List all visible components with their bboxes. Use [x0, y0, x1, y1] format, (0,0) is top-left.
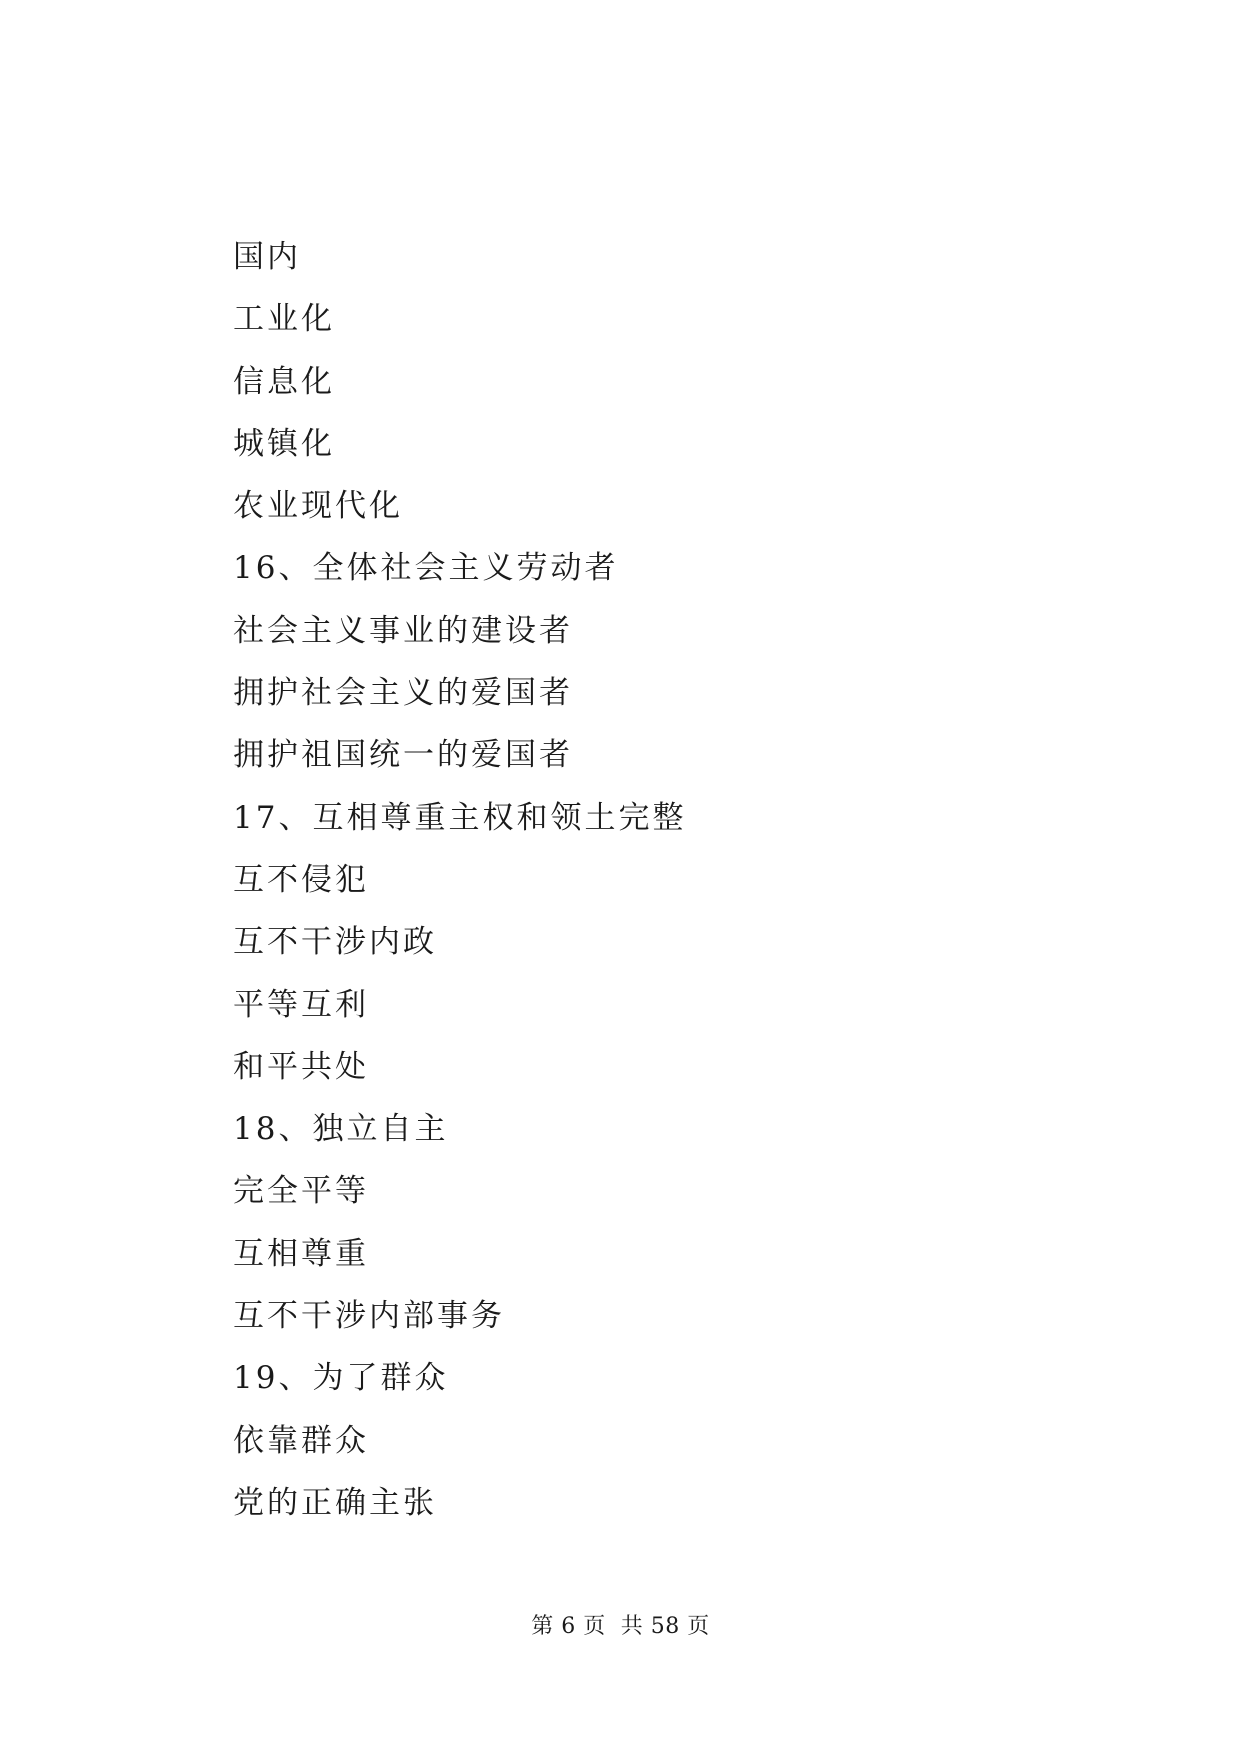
text-line: 互不干涉内政: [233, 924, 437, 961]
text-line: 互不干涉内部事务: [233, 1298, 505, 1335]
text-line: 平等互利: [233, 986, 369, 1023]
page-footer: [0, 1609, 1241, 1640]
text-line: 拥护祖国统一的爱国者: [233, 737, 573, 774]
text-line: 完全平等: [233, 1173, 369, 1210]
text-line: 依靠群众: [233, 1422, 369, 1459]
text-line: 社会主义事业的建设者: [233, 612, 573, 649]
text-line: 互不侵犯: [233, 861, 369, 898]
text-line: 城镇化: [233, 425, 335, 462]
text-line: 互相尊重: [233, 1235, 369, 1272]
text-line: 工业化: [233, 301, 335, 338]
text-line: 信息化: [233, 363, 335, 400]
text-line: 拥护社会主义的爱国者: [233, 675, 573, 712]
text-line: 国内: [233, 239, 301, 275]
text-line: 农业现代化: [233, 488, 403, 525]
text-line: 18、独立自主: [233, 1111, 449, 1148]
text-line: 17、互相尊重主权和领土完整: [233, 799, 687, 836]
page-number-label: 第 6 页 共 58 页: [531, 1614, 710, 1639]
text-line: 19、为了群众: [233, 1360, 449, 1397]
document-body: [233, 226, 686, 1534]
text-line: 16、全体社会主义劳动者: [233, 550, 619, 587]
text-line: 和平共处: [233, 1048, 369, 1085]
text-line: 党的正确主张: [233, 1484, 437, 1521]
